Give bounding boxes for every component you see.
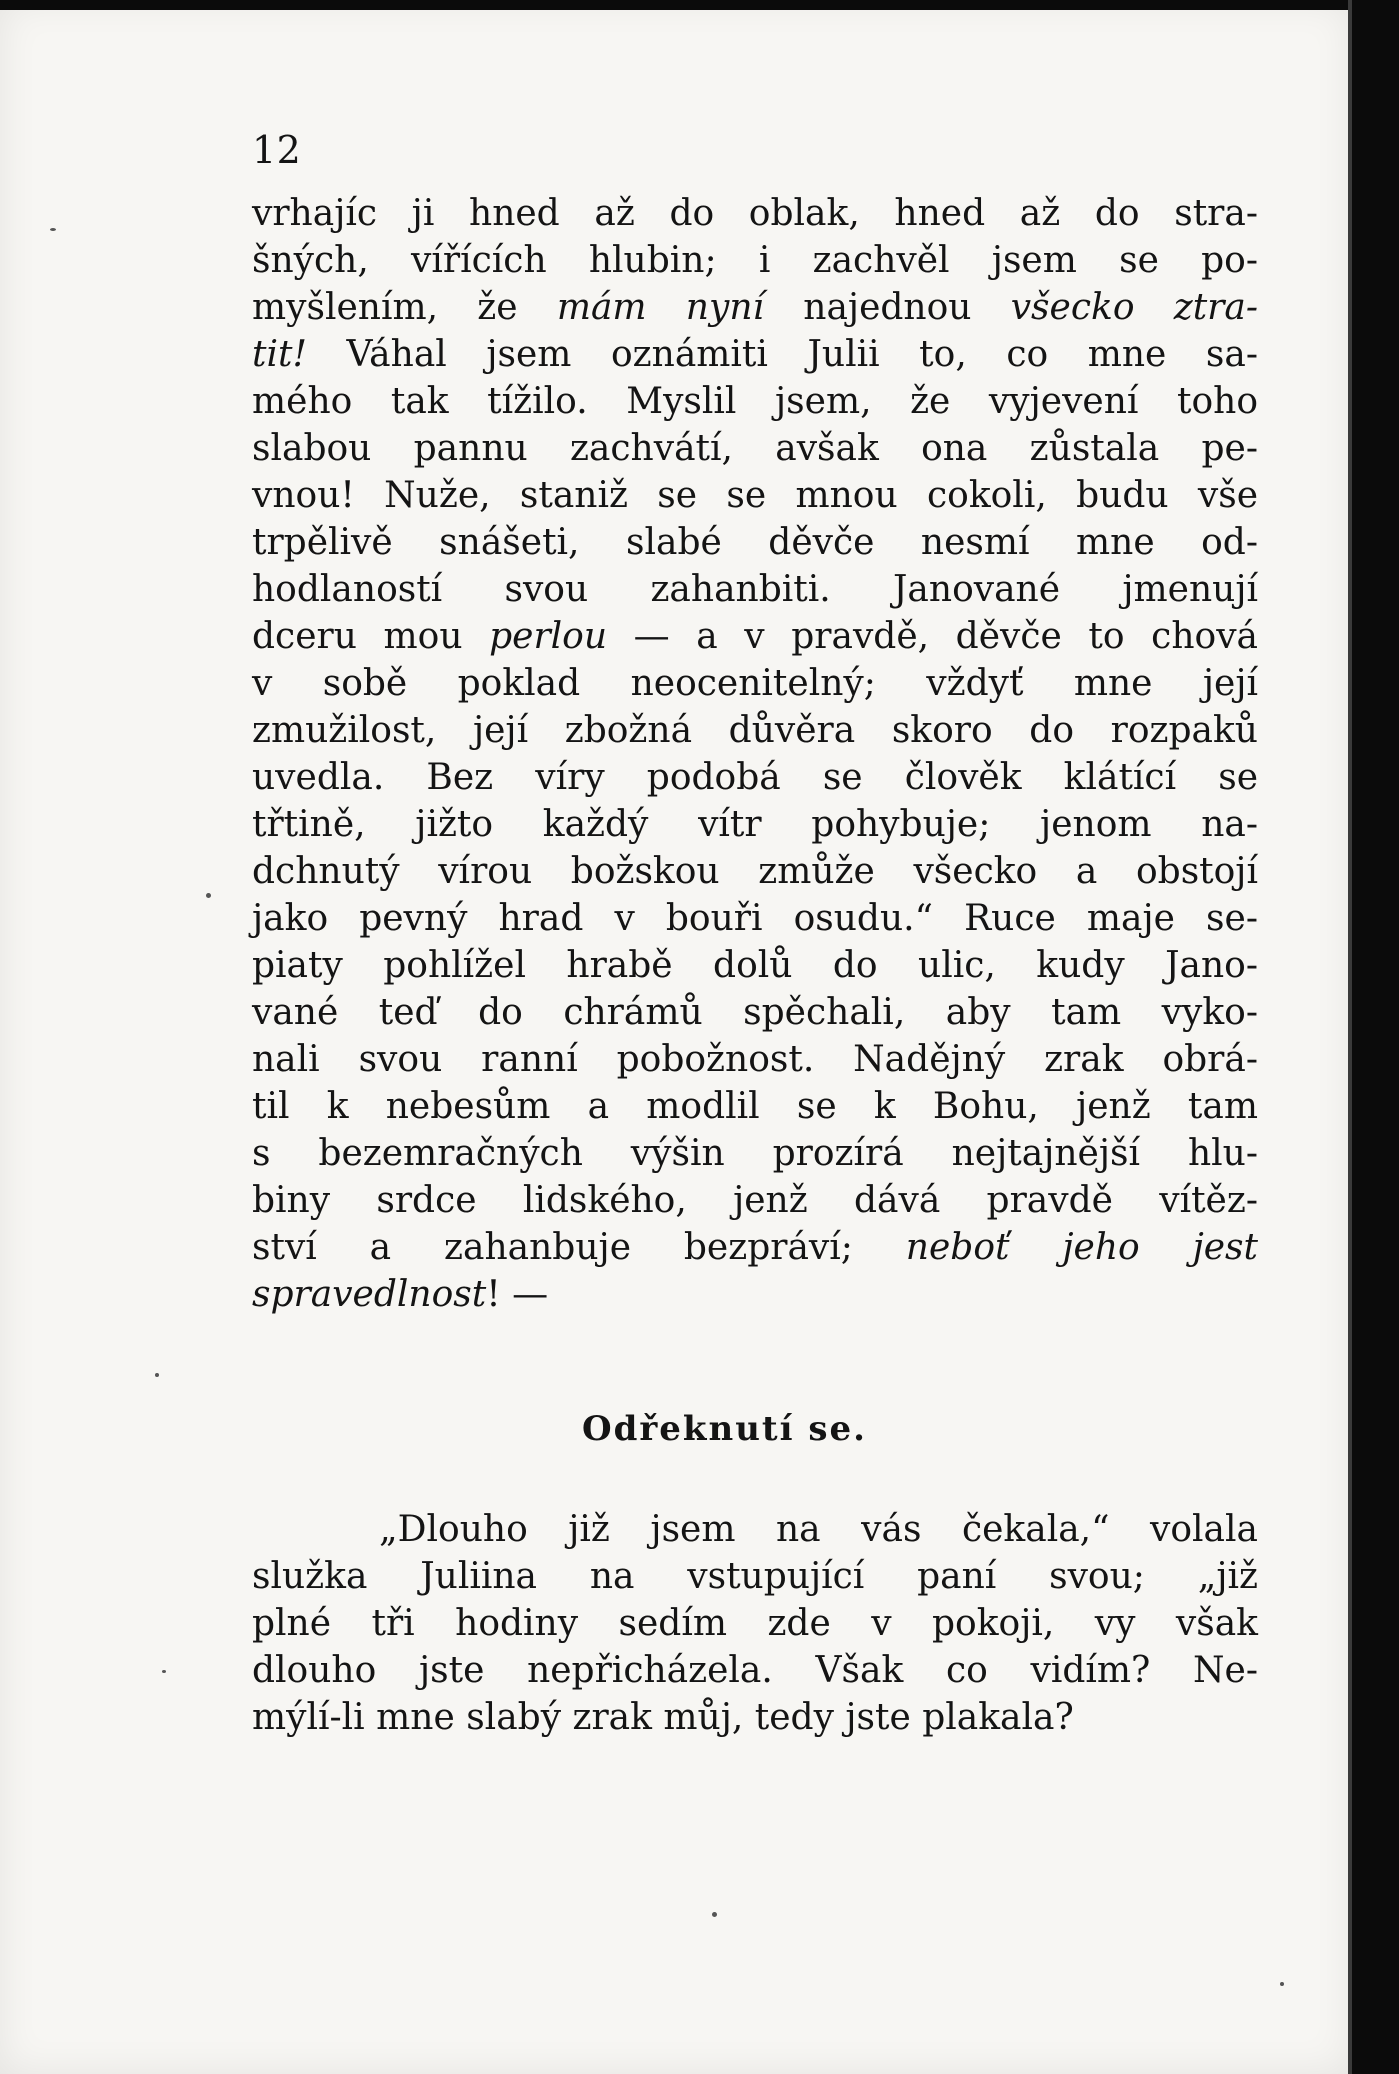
text-run: plné tři hodiny sedím zde v pokoji, vy však [252, 1603, 1258, 1644]
text-run: myšlením, že [252, 287, 557, 328]
italic-text: spravedlnost [252, 1274, 487, 1315]
paper-speck [712, 1912, 717, 1917]
text-run: dchnutý vírou božskou zmůže všecko a obstojí [252, 851, 1258, 892]
page-number: 12 [252, 128, 302, 172]
text-run: ství a zahanbuje bezpráví; [252, 1227, 906, 1268]
text-run: trpělivě snášeti, slabé děvče nesmí mne od- [252, 522, 1258, 563]
paragraph [252, 190, 1258, 1318]
text-line [252, 1130, 1258, 1177]
text-run: biny srdce lidského, jenž dává pravdě vítěz- [252, 1180, 1258, 1221]
text-line [252, 472, 1258, 519]
text-line [252, 425, 1258, 472]
text-run: mého tak tížilo. Myslil jsem, že vyjevení toho [252, 381, 1258, 422]
paper-speck [206, 893, 211, 898]
text-line [252, 331, 1258, 378]
paper-speck [50, 228, 56, 231]
text-run: zmužilost, její zbožná důvěra skoro do rozpaků [252, 710, 1258, 751]
text-run: dceru mou [252, 616, 490, 657]
text-line [252, 237, 1258, 284]
page-text [252, 120, 1258, 1741]
text-line [252, 1506, 1258, 1553]
text-run: Váhal jsem oznámiti Julii to, co mne sa- [306, 334, 1258, 375]
text-line [252, 1036, 1258, 1083]
paper-speck [162, 1670, 166, 1673]
text-line [252, 754, 1258, 801]
text-run: „Dlouho již jsem na vás čekala,“ volala [379, 1509, 1258, 1550]
text-line [252, 801, 1258, 848]
text-line [252, 989, 1258, 1036]
text-line [252, 1271, 1258, 1318]
italic-text: neboť jeho jest [905, 1227, 1258, 1268]
section-heading: Odřeknutí se. [582, 1409, 868, 1449]
text-line [252, 848, 1258, 895]
text-run: ! — [486, 1274, 549, 1315]
paragraph [252, 1506, 1258, 1741]
italic-text: mám nyní [556, 287, 765, 328]
text-line [252, 613, 1258, 660]
text-line [252, 660, 1258, 707]
paper-speck [1280, 1982, 1284, 1986]
text-run: mýlí-li mne slabý zrak můj, tedy jste plakala? [252, 1697, 1074, 1738]
text-line [252, 1647, 1258, 1694]
text-line [252, 1694, 1258, 1741]
italic-text: perlou [489, 616, 608, 657]
text-line [252, 942, 1258, 989]
text-run: s bezemračných výšin prozírá nejtajnější hlu- [252, 1133, 1258, 1174]
text-run: služka Juliina na vstupující paní svou; „již [252, 1556, 1258, 1597]
text-run: šných, vířících hlubin; i zachvěl jsem se po- [252, 240, 1258, 281]
text-line [252, 284, 1258, 331]
text-run: piaty pohlížel hrabě dolů do ulic, kudy Jano- [252, 945, 1258, 986]
text-line [252, 1224, 1258, 1271]
paper-speck [155, 1373, 159, 1377]
italic-text: tit! [252, 334, 307, 375]
text-line [252, 1600, 1258, 1647]
text-line [252, 1177, 1258, 1224]
text-run: — a v pravdě, děvče to chová [607, 616, 1258, 657]
italic-text: všecko ztra- [1010, 287, 1258, 328]
text-run: vané teď do chrámů spěchali, aby tam vyko- [252, 992, 1258, 1033]
text-run: nali svou ranní pobožnost. Nadějný zrak obrá- [252, 1039, 1258, 1080]
text-run: v sobě poklad neocenitelný; vždyť mne její [252, 663, 1258, 704]
text-run: vrhajíc ji hned až do oblak, hned až do stra- [252, 193, 1258, 234]
text-run: til k nebesům a modlil se k Bohu, jenž tam [252, 1086, 1258, 1127]
text-run: najednou [764, 287, 1011, 328]
text-line [252, 895, 1258, 942]
scan-border-right [1352, 0, 1399, 2074]
text-line [252, 1553, 1258, 1600]
text-run: vnou! Nuže, staniž se se mnou cokoli, budu vše [252, 475, 1258, 516]
text-run: slabou pannu zachvátí, avšak ona zůstala pe- [252, 428, 1258, 469]
text-line [252, 1083, 1258, 1130]
text-run: třtině, jižto každý vítr pohybuje; jenom na- [252, 804, 1258, 845]
text-line [252, 378, 1258, 425]
text-line [252, 566, 1258, 613]
text-run: hodlaností svou zahanbiti. Janované jmenují [252, 569, 1258, 610]
text-line [252, 707, 1258, 754]
scan-border-top [0, 0, 1399, 10]
text-run: dlouho jste nepřicházela. Však co vidím? Ne- [252, 1650, 1258, 1691]
text-run: uvedla. Bez víry podobá se člověk klátící se [252, 757, 1258, 798]
text-line [252, 519, 1258, 566]
text-run: jako pevný hrad v bouři osudu.“ Ruce maje se- [252, 898, 1258, 939]
text-line [252, 190, 1258, 237]
